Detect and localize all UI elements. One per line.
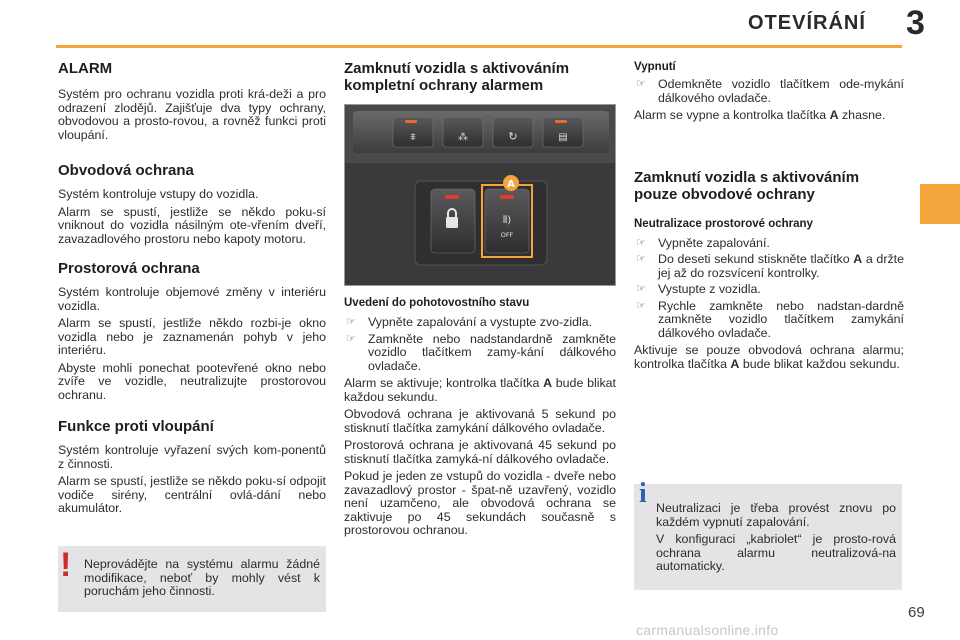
perimeter-p1: Systém kontroluje vstupy do vozidla. [58, 187, 259, 201]
deactivation-heading: Vypnutí [634, 61, 676, 73]
standby-step-2: ☞ Zamkněte nebo nadstandardně zamkněte vozidlo tlačítkem zamy-kání dálkového ovladače. [346, 331, 616, 373]
pointing-hand-icon: ☞ [346, 332, 356, 345]
pointing-hand-icon: ☞ [636, 236, 646, 249]
warning-icon: ! [60, 546, 72, 584]
svg-text:⦀): ⦀) [502, 215, 512, 226]
alarm-heading: ALARM [58, 60, 113, 77]
anti-tamper-heading: Funkce proti vloupání [58, 418, 214, 435]
pointing-hand-icon: ☞ [636, 253, 646, 265]
perimeter-heading: Obvodová ochrana [58, 162, 194, 179]
svg-text:▤: ▤ [558, 132, 568, 143]
column-deactivation [634, 60, 904, 371]
perimeter-p2: Alarm se spustí, jestliže se někdo poku-sí vniknout do vozidla násilným ote-vřením dveří, zavazadlového prostoru nebo kapoty motoru. [58, 204, 326, 246]
neutralize-heading: Neutralizace prostorové ochrany [634, 217, 813, 230]
page-number: 69 [908, 604, 925, 621]
off-label: OFF [500, 231, 514, 239]
pointing-hand-icon: ☞ [636, 78, 646, 90]
header-divider [56, 45, 902, 48]
column-standby [344, 296, 616, 538]
neutralize-step-4: ☞ Rychle zamkněte nebo nadstan-dardně zamkněte vozidlo tlačítkem zamykání dálkového ovladače. [636, 298, 904, 340]
chapter-number: 3 [906, 4, 925, 42]
alarm-intro: Systém pro ochranu vozidla proti krá-deži a pro odrazení zlodějů. Zajišťuje dva typy ochrany, obvodovou a prosto-rovou, a rovněž funkci proti vloupání. [58, 87, 326, 142]
standby-step-1: ☞ Vypněte zapalování a vystupte zvo-zidla. [346, 315, 593, 329]
info-text [656, 502, 896, 578]
info-icon: i [639, 478, 647, 509]
volumetric-p3: Abyste mohli ponechat pootevřené okno nebo zvíře ve vozidle, neutralizujte prostorovou ochranu. [58, 360, 326, 402]
svg-text:⩨: ⩨ [410, 132, 416, 143]
volumetric-p2: Alarm se spustí, jestliže někdo rozbi-je okno vozidla nebo je zaznamenán pohyb v jeho interiéru. [58, 316, 326, 357]
deactivation-result: Alarm se vypne a kontrolka tlačítka A zhasne. [634, 108, 886, 122]
volumetric-delay-text: Prostorová ochrana je aktivovaná 45 sekund po stisknutí tlačítka zamyká-ní dálkového ovladače. [344, 438, 616, 466]
volumetric-heading: Prostorová ochrana [58, 260, 200, 277]
full-protection-heading: Zamknutí vozidla s aktivováním kompletní ochrany alarmem [344, 60, 570, 94]
perimeter-only-heading: Zamknutí vozidla s aktivováním pouze obvodové ochrany [634, 168, 860, 203]
column-full-protection [344, 60, 616, 94]
alarm-off-button-a [482, 185, 532, 257]
deactivation-step: ☞ Odemkněte vozidlo tlačítkem ode-mykání dálkového ovladače. [636, 77, 904, 105]
dashboard-illustration [345, 105, 616, 286]
neutralize-step-3: ☞ Vystupte z vozidla. [636, 282, 761, 296]
neutralize-step-2: ☞ Do deseti sekund stiskněte tlačítko A a držte jej až do rozsvícení kontrolky. [636, 252, 904, 280]
svg-text:⁂: ⁂ [458, 132, 468, 143]
neutralize-step-1: ☞ Vypněte zapalování. [636, 235, 770, 250]
column-alarm [58, 60, 326, 516]
perimeter-delay-text: Obvodová ochrana je aktivovaná 5 sekund po stisknutí tlačítka zamykání dálkového ovladače. [344, 407, 616, 435]
pointing-hand-icon: ☞ [636, 283, 646, 295]
svg-text:↻: ↻ [508, 130, 518, 143]
pointing-hand-icon: ☞ [636, 299, 646, 312]
chapter-title: OTEVÍRÁNÍ [748, 12, 866, 34]
volumetric-p1: Systém kontroluje objemové změny v interiéru vozidla. [58, 285, 326, 313]
anti-tamper-p1: Systém kontroluje vyřazení svých kom-ponentů z činnosti. [58, 443, 326, 471]
callout-a-label: A [507, 179, 515, 190]
warning-text: Neprovádějte na systému alarmu žádné modifikace, neboť by mohly vést k poruchám jeho činnosti. [84, 557, 320, 598]
watermark: carmanualsonline.info [636, 622, 779, 638]
pointing-hand-icon: ☞ [346, 316, 356, 328]
dashboard-button-photo [344, 104, 616, 286]
chapter-side-tab [920, 184, 960, 224]
open-door-note: Pokud je jeden ze vstupů do vozidla - dveře nebo zavazadlový prostor - špat-ně uzavřený, vozidlo není uzamčeno, ale obvodová ochrana se zaktivuje po 45 sekundách současně s prostorovou ochranou. [344, 469, 616, 537]
info-p2: V konfiguraci „kabriolet“ je prosto-rová ochrana alarmu neutralizová-na automaticky. [656, 532, 896, 573]
info-p1: Neutralizaci je třeba provést znovu po každém vypnutí zapalování. [656, 501, 896, 529]
anti-tamper-p2: Alarm se spustí, jestliže se někdo poku-sí odpojit vodiče sirény, centrální ovlá-dání nebo akumulátor. [58, 474, 326, 515]
perimeter-only-result: Aktivuje se pouze obvodová ochrana alarmu; kontrolka tlačítka A bude blikat každou sekundu. [634, 343, 904, 371]
alarm-activated-text: Alarm se aktivuje; kontrolka tlačítka A bude blikat každou sekundu. [344, 376, 617, 404]
central-lock-button [431, 189, 475, 253]
standby-heading: Uvedení do pohotovostního stavu [344, 297, 530, 309]
